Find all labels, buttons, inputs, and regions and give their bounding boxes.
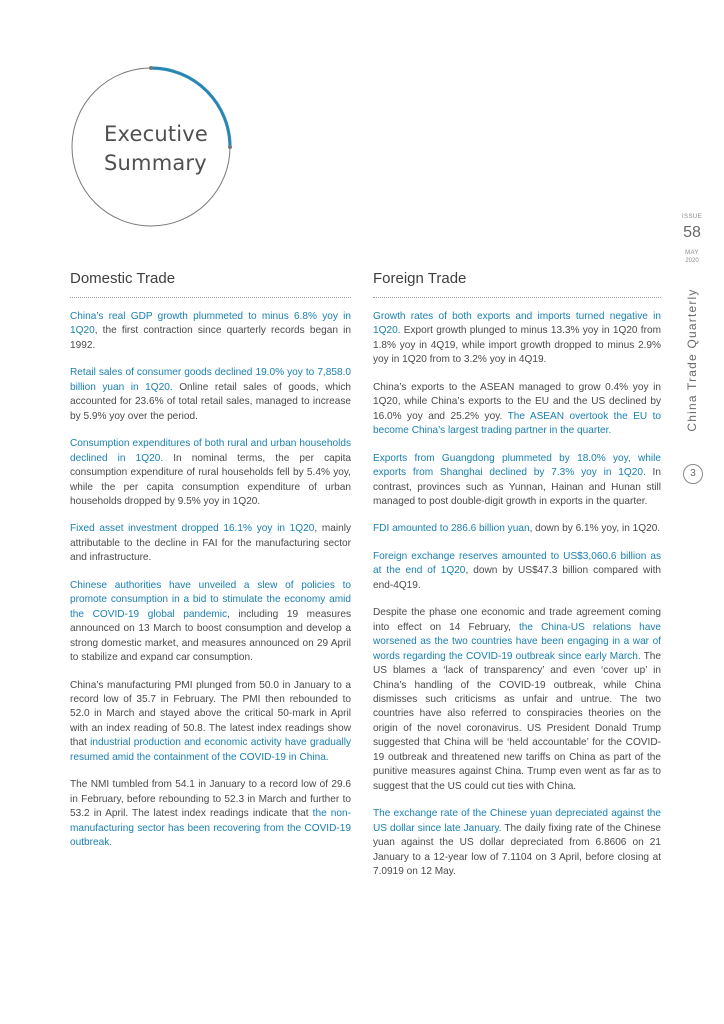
paragraph-text: In nominal terms, the per capita consumption expenditure of rural households fell by 5.4% yoy, while the per capita consumption expenditure of urban households dropped by 9.5% yoy in 1Q20. (70, 452, 351, 507)
page-title-line1: Executive (104, 122, 209, 146)
page-title (104, 120, 208, 178)
paragraph (373, 606, 661, 794)
paragraph (373, 522, 661, 536)
foreign-trade-heading: Foreign Trade (373, 270, 467, 287)
issue-month: MAY (685, 250, 699, 256)
foreign-paragraphs (373, 310, 661, 879)
issue-number: 58 (683, 224, 701, 241)
paragraph (373, 381, 661, 439)
highlighted-text: Growth rates of both exports and imports turned negative in 1Q20. (373, 311, 661, 337)
paragraph-text: China’s manufacturing PMI plunged from 50.0 in January to a record low of 35.7 in February. The PMI then rebounded to 52.0 in March and stayed above the critical 50-mark in April with an index reading of 50.8. The latest index readings show that (70, 679, 351, 749)
paragraph-text: China’s exports to the ASEAN managed to grow 0.4% yoy in 1Q20, while China’s exports to the EU and the US declined by 16.0% yoy and 25.2% yoy. (373, 381, 661, 422)
paragraph-text: , mainly attributable to the decline in FAI for the manufacturing sector and infrastructure. (70, 523, 352, 564)
highlighted-text: the non-manufacturing sector has been recovering from the COVID-19 outbreak. (70, 808, 351, 849)
paragraph-text: , down by US$47.3 billion compared with end-4Q19. (373, 565, 661, 591)
paragraph-text: Online retail sales of goods, which accounted for 23.6% of total retail sales, managed to increase by 5.9% yoy over the period. (70, 381, 351, 422)
paragraph-text: , down by 6.1% yoy, in 1Q20. (529, 523, 661, 535)
highlighted-text: Consumption expenditures of both rural and urban households declined in 1Q20. (70, 438, 351, 464)
highlighted-text: Retail sales of consumer goods declined 19.0% yoy to 7,858.0 billion yuan in 1Q20. (70, 367, 351, 393)
highlighted-text: FDI amounted to 286.6 billion yuan (373, 523, 530, 535)
paragraph (373, 807, 661, 879)
highlighted-text: The ASEAN overtook the EU to become China’s largest trading partner in the quarter. (373, 410, 661, 437)
highlighted-text: Chinese authorities have unveiled a slew of policies to promote consumption in a bid to stimulate the economy amid the COVID-19 global pandemic (70, 579, 351, 620)
paragraph (70, 778, 351, 850)
foreign-trade-section (373, 270, 661, 879)
highlighted-text: Fixed asset investment dropped 16.1% yoy in 1Q20 (70, 523, 315, 535)
section-divider (70, 297, 351, 298)
paragraph-text: , including 19 measures announced on 13 March to boost consumption and develop a strong domestic market, and measures announced on 29 April to stabilize and expand car consumption. (70, 608, 351, 664)
highlighted-text: industrial production and economic activity have gradually resumed amid the containment of the COVID-19 in China. (70, 737, 351, 763)
publication-title: China Trade Quarterly (685, 288, 699, 432)
paragraph (70, 366, 351, 424)
paragraph (373, 310, 661, 368)
paragraph (70, 522, 351, 565)
domestic-trade-heading: Domestic Trade (70, 270, 176, 287)
paragraph (70, 310, 351, 353)
paragraph (70, 437, 351, 509)
title-badge (70, 66, 232, 228)
section-divider (373, 297, 661, 298)
paragraph-text: The daily fixing rate of the Chinese yuan against the US dollar depreciated from 6.8606 on 21 January to a 12-year low of 7.1104 on 3 April, before closing at 7.0919 on 12 May. (373, 822, 661, 877)
page-title-line2: Summary (104, 151, 207, 175)
paragraph-text: Export growth plunged to minus 13.3% yoy in 1Q20 from 1.8% yoy in 4Q19, while import growth dropped to minus 2.9% yoy in 1Q20 from to 3.2% yoy in 4Q19. (373, 325, 661, 366)
paragraph (70, 579, 351, 666)
highlighted-text: Exports from Guangdong plummeted by 18.0% yoy, while exports from Shanghai declined by 7.3% yoy in 1Q20. (373, 452, 661, 479)
paragraph-text: The US blames a ‘lack of transparency’ and even ‘cover up’ in China’s handling of the COVID-19 outbreak, while China dismisses such criticisms as unfair and untrue. The two countries have also referred to conspiracies theories on the origin of the novel coronavirus. US President Donald Trump suggested that China will be ‘held accountable’ for the COVID-19 outbreak and threatened new tariffs on China as part of the punitive measures against China. Trump even went as far as to suggest that the US could cut ties with China. (373, 650, 661, 792)
paragraph-text: The NMI tumbled from 54.1 in January to a record low of 29.6 in February, before rebounding to 52.3 in March and further to 53.2 in April. The latest index readings indicate that (70, 779, 351, 820)
highlighted-text: China’s real GDP growth plummeted to minus 6.8% yoy in 1Q20 (70, 311, 351, 337)
issue-year: 2020 (685, 258, 699, 264)
highlighted-text: the China-US relations have worsened as the two countries have been engaging in a war of words regarding the COVID-19 outbreak since early March. (373, 621, 661, 662)
domestic-paragraphs (70, 310, 351, 851)
issue-label: ISSUE (681, 214, 702, 220)
paragraph-text: In contrast, provinces such as Yunnan, Hainan and Hunan still managed to post double-digit growth in exports in the quarter. (373, 467, 661, 507)
paragraph (373, 452, 661, 510)
paragraph (70, 679, 351, 766)
domestic-trade-section (70, 270, 351, 851)
paragraph-text: Despite the phase one economic and trade agreement coming into effect on 14 February, (373, 607, 661, 633)
highlighted-text: The exchange rate of the Chinese yuan depreciated against the US dollar since late January. (373, 808, 661, 834)
paragraph-text: , the first contraction since quarterly records began in 1992. (70, 325, 351, 351)
page-number: 3 (683, 464, 703, 484)
highlighted-text: Foreign exchange reserves amounted to US$3,060.6 billion as at the end of 1Q20 (373, 550, 661, 577)
paragraph (373, 550, 661, 593)
